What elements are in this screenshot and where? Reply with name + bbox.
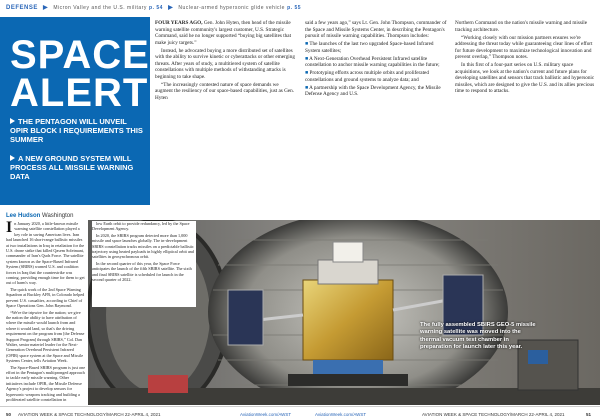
triangle-bullet-icon (10, 118, 15, 124)
section-header (0, 0, 600, 17)
intro-paragraph: “Working closely with our mission partners ensures we're addressing the threat today while guaranteeing clear lines of effort for future development to maximize technological innovation and prevent overlap,” Thompson notes. (455, 34, 593, 60)
intro-bullet (305, 56, 447, 69)
hero-title-line1: SPACE (10, 33, 150, 77)
intro-paragraph: “The increasingly contested nature of space demands we augment the resiliency of our space-based capabilities, just as Gen. Hyten (155, 81, 295, 101)
triangle-bullet-icon (10, 155, 15, 161)
intro-paragraph: said a few years ago,” says Lt. Gen. John Thompson, commander of the Space and Missile Systems Center, in describing the Pentagon's pursuit of missile warning capabilities. Thompson includes: (305, 20, 447, 39)
kicker-1[interactable]: Micron Valley and the U.S. military (53, 5, 147, 11)
square-bullet-icon: ■ (305, 41, 309, 47)
intro-paragraph: Northern Command on the nation's missile warning and missile tracking architecture. (455, 20, 588, 33)
intro-bullet-text: A partnership with the Space Development Agency, the Missile Defense Agency and U.S. (305, 84, 441, 97)
body-column-1 (6, 221, 86, 403)
photo-caption: The fully assembled SBIRS GEO-5 missile warning satellite was moved into the thermal vacuum test chamber in preparation for launch later this year. (420, 322, 536, 351)
left-publication: AVIATION WEEK & SPACE TECHNOLOGY/MARCH 22-APRIL 4, 2021 (18, 412, 161, 417)
square-bullet-icon: ■ (305, 70, 309, 76)
intro-bullet (305, 70, 447, 83)
section-kicker (6, 4, 301, 11)
body-paragraph (6, 221, 86, 286)
hero-bullet-2 (10, 154, 145, 181)
body-paragraph: In 2020, the SBIRS program detected more than 1,000 missile and space launches globally. The in-development SBIRS constellation tracks missiles on a predictable ballistic trajectory using heated payloads in highly elliptical orbit and satellites in geosynchronous orbit. (92, 232, 194, 260)
body-paragraph: In the second quarter of this year, the Space Force anticipates the launch of the fifth SBIRS satellite. The sixth and final SBIRS satellite is scheduled for launch in the second quarter of 2022. (92, 260, 192, 283)
arrow-icon: ▶ (168, 5, 174, 11)
kicker-2-page[interactable]: p. 55 (287, 5, 302, 11)
right-page-number: 51 (586, 412, 592, 417)
byline (6, 213, 73, 219)
arrow-icon: ▶ (43, 5, 49, 11)
body-paragraph: low Earth orbit to provide redundancy, led by the Space Development Agency. (92, 221, 190, 232)
intro-bullet (305, 41, 447, 54)
body-paragraph: The Space-Based SBIRS program is just one effort in the Pentagon's multipronged approach to tackle early missile warning. Other initiatives include OPIR, the Missile Defense Agency's project to develop sensors for hypersonic weapons tracking and building a proliferated satellite constellation in (6, 364, 86, 402)
page-footer (0, 406, 600, 420)
hero-bullet-2-text: A NEW GROUND SYSTEM WILL PROCESS ALL MISSILE WARNING DATA (10, 154, 134, 181)
intro-bullet-text: A Next-Generation Overhead Persistent Infrared satellite constellation to anchor missile warning capabilities in the future; (305, 55, 440, 68)
body-text: n January 2020, a little-known missile warning satellite constellation played a key role in saving American lives. Iran had launched 16 short-range ballistic missiles at two installations in Iraq in retaliation for the U.S. drone strike that killed Qasem Soleimani, commander of Iran's Quds Force. The satellite system known as the Space-Based Infrared System (SBIRS) warned U.S. and coalition forces in Iraq that the counterstrike was coming, providing enough time for them to get out of harm's way. (6, 221, 85, 286)
body-column-2 (92, 221, 196, 307)
square-bullet-icon: ■ (305, 84, 309, 91)
intro-paragraph: In this first of a four-part series on U.S. military space acquisitions, we look at the nation's current and future plans for developing satellites and sensors that track ballistic and hypersonic missiles, which are designed to give the U.S. and its allies precious time to respond to attacks. (455, 62, 595, 94)
intro-paragraph: Instead, he advocated buying a more distributed set of satellites with the ability to survive kinetic or cyberattacks or other emerging threats. After years of study, a multitiered system of satellite constellations with multiple methods of withstanding attacks is beginning to take shape. (155, 47, 295, 80)
author-name: Lee Hudson (6, 213, 41, 219)
lead-in: FOUR YEARS AGO, (155, 20, 203, 26)
kicker-1-page[interactable]: p. 54 (149, 5, 163, 11)
intro-text: Gen. John Hyten, then head of the missile warning satellite community's largest customer, U.S. Strategic Command, said he no longer supported “buying big satellites that make juicy targets.” (155, 20, 292, 46)
right-url-link[interactable]: AviationWeek.com/AWST (315, 412, 367, 417)
drop-cap: I (6, 221, 13, 236)
intro-bullet-text: The launches of the last two upgraded Space-based Infrared System satellites; (305, 41, 434, 54)
square-bullet-icon: ■ (305, 55, 309, 62)
intro-paragraph (155, 20, 297, 46)
intro-column-1 (155, 20, 297, 103)
intro-bullet-text: Prototyping efforts across multiple orbits and proliferated constellations and ground systems to analyze data; and (305, 70, 429, 83)
hero-bullet-1-text: THE PENTAGON WILL UNVEIL OPIR BLOCK I REQUIREMENTS THIS SUMMER (10, 117, 143, 144)
body-paragraph: “We're the tripwire for the nation; we give the nation the ability to have attribution of where the missile would launch from and where it would land, so that's the driving requirement on the program from [the Defense Support Program] through SBIRS,” Col. Dan Walter, senior materiel leader for the Next-Generation Overhead Persistent Infrared (OPIR) space system at the Space and Missile Systems Center, tells Aviation Week. (6, 309, 85, 364)
hero-panel (0, 17, 150, 205)
kicker-2[interactable]: Nuclear-armed hypersonic glide vehicle (178, 5, 285, 11)
hero-title-line2: ALERT (10, 71, 149, 115)
section-label: DEFENSE (6, 5, 38, 11)
dateline: Washington (42, 213, 74, 219)
intro-bullet (305, 85, 447, 98)
left-url-link[interactable]: AviationWeek.com/AWST (240, 412, 292, 417)
hero-bullet-1 (10, 117, 145, 144)
body-paragraph: The quick work of the 2nd Space Warning Squadron at Buckley AFB, in Colorado helped prevent U.S. casualties, according to Chief of Space Operations Gen. John Raymond. (6, 286, 85, 309)
intro-column-3 (455, 20, 597, 96)
right-publication: AVIATION WEEK & SPACE TECHNOLOGY/MARCH 22-APRIL 4, 2021 (422, 412, 565, 417)
left-page-number: 50 (6, 412, 12, 417)
intro-column-2 (305, 20, 447, 99)
